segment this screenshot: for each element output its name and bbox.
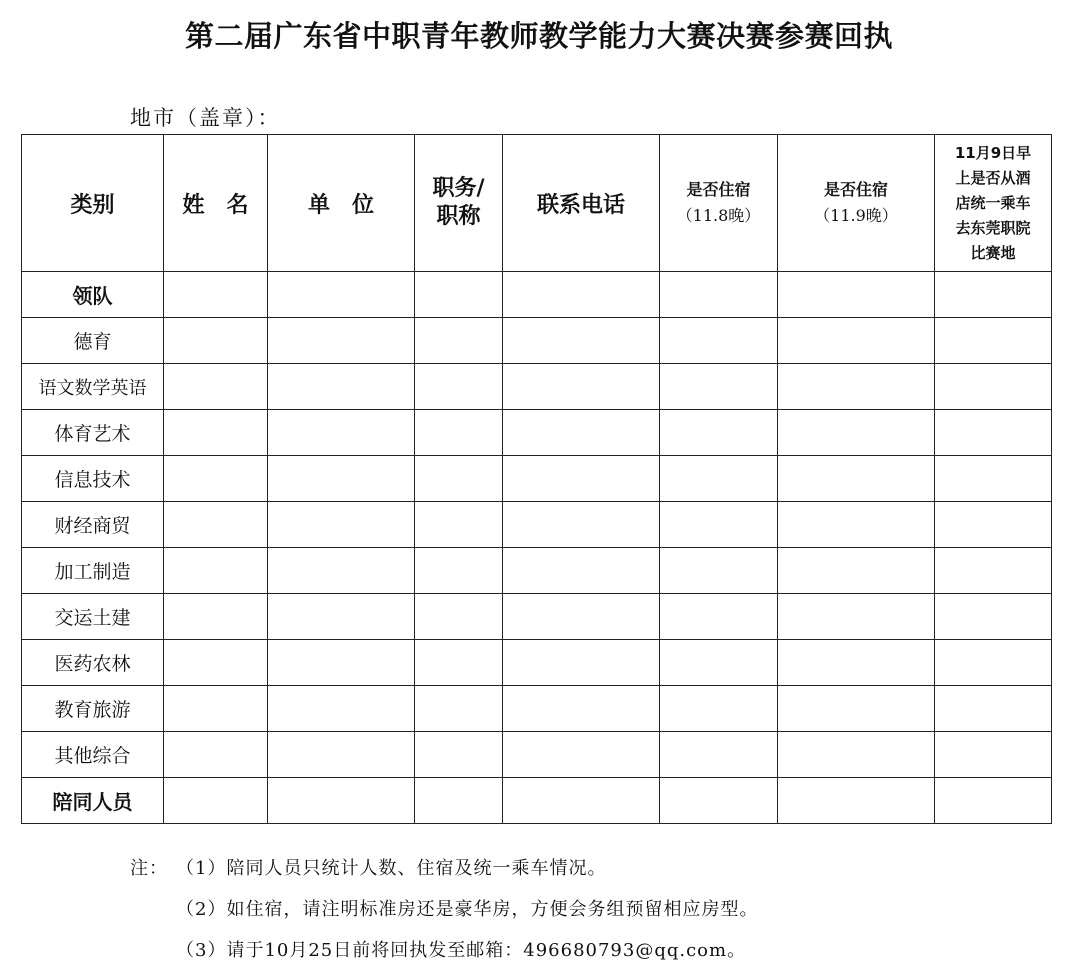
cell-stay-11-9[interactable] <box>778 410 935 456</box>
note-item: （3）请于10月25日前将回执发至邮箱：496680793@qq.com。 <box>176 940 747 961</box>
registration-table <box>21 134 1052 824</box>
cell-name[interactable] <box>164 594 268 640</box>
row-category-label: 交运土建 <box>22 594 164 640</box>
cell-bus[interactable] <box>935 548 1052 594</box>
row-category-label: 财经商贸 <box>22 502 164 548</box>
cell-stay-11-8[interactable] <box>660 548 778 594</box>
row-category-label: 陪同人员 <box>22 778 164 824</box>
cell-position[interactable] <box>415 640 503 686</box>
table-header-row <box>22 135 1052 272</box>
cell-position[interactable] <box>415 594 503 640</box>
cell-stay-11-8[interactable] <box>660 732 778 778</box>
cell-unit[interactable] <box>268 732 415 778</box>
cell-name[interactable] <box>164 548 268 594</box>
note-row <box>130 848 758 889</box>
header-bus-line5: 比赛地 <box>970 243 1016 262</box>
cell-phone[interactable] <box>503 732 660 778</box>
cell-phone[interactable] <box>503 502 660 548</box>
cell-phone[interactable] <box>503 456 660 502</box>
cell-phone[interactable] <box>503 594 660 640</box>
table-row <box>22 502 1052 548</box>
row-category-label: 领队 <box>22 272 164 318</box>
cell-unit[interactable] <box>268 318 415 364</box>
cell-stay-11-9[interactable] <box>778 686 935 732</box>
row-category-label: 语文数学英语 <box>22 364 164 410</box>
cell-stay-11-8[interactable] <box>660 456 778 502</box>
cell-bus[interactable] <box>935 502 1052 548</box>
table-row <box>22 778 1052 824</box>
header-stay-11-8 <box>660 135 778 272</box>
note-item: （1）陪同人员只统计人数、住宿及统一乘车情况。 <box>176 858 607 879</box>
cell-name[interactable] <box>164 502 268 548</box>
cell-unit[interactable] <box>268 594 415 640</box>
note-row <box>130 930 758 971</box>
row-category-label: 德育 <box>22 318 164 364</box>
cell-phone[interactable] <box>503 318 660 364</box>
cell-stay-11-9[interactable] <box>778 548 935 594</box>
cell-name[interactable] <box>164 410 268 456</box>
header-category: 类别 <box>22 135 164 272</box>
row-category-label: 其他综合 <box>22 732 164 778</box>
cell-stay-11-9[interactable] <box>778 456 935 502</box>
cell-name[interactable] <box>164 732 268 778</box>
cell-phone[interactable] <box>503 272 660 318</box>
cell-unit[interactable] <box>268 640 415 686</box>
table-row <box>22 640 1052 686</box>
cell-bus[interactable] <box>935 640 1052 686</box>
header-position <box>415 135 503 272</box>
cell-name[interactable] <box>164 686 268 732</box>
row-category-label: 教育旅游 <box>22 686 164 732</box>
cell-stay-11-9[interactable] <box>778 364 935 410</box>
notes-prefix: 注： <box>130 858 168 879</box>
cell-phone[interactable] <box>503 548 660 594</box>
table-row <box>22 548 1052 594</box>
note-item: （2）如住宿，请注明标准房还是豪华房，方便会务组预留相应房型。 <box>176 899 759 920</box>
cell-position[interactable] <box>415 272 503 318</box>
cell-phone[interactable] <box>503 410 660 456</box>
header-name: 姓 名 <box>164 135 268 272</box>
header-position-line2: 职称 <box>436 204 481 229</box>
cell-position[interactable] <box>415 686 503 732</box>
cell-bus[interactable] <box>935 318 1052 364</box>
header-stay-11-8-line1: 是否住宿 <box>686 180 751 199</box>
cell-stay-11-9[interactable] <box>778 594 935 640</box>
cell-position[interactable] <box>415 502 503 548</box>
cell-stay-11-8[interactable] <box>660 410 778 456</box>
header-bus-line3: 店统一乘车 <box>955 193 1031 212</box>
cell-stay-11-8[interactable] <box>660 364 778 410</box>
table-row <box>22 594 1052 640</box>
cell-position[interactable] <box>415 364 503 410</box>
cell-position[interactable] <box>415 410 503 456</box>
cell-bus[interactable] <box>935 778 1052 824</box>
table-row <box>22 456 1052 502</box>
cell-position[interactable] <box>415 456 503 502</box>
cell-bus[interactable] <box>935 364 1052 410</box>
cell-bus[interactable] <box>935 410 1052 456</box>
cell-unit[interactable] <box>268 410 415 456</box>
cell-bus[interactable] <box>935 686 1052 732</box>
cell-stay-11-8[interactable] <box>660 318 778 364</box>
cell-stay-11-8[interactable] <box>660 778 778 824</box>
header-bus-line2: 上是否从酒 <box>955 168 1031 187</box>
cell-unit[interactable] <box>268 778 415 824</box>
note-row <box>130 889 758 930</box>
cell-stay-11-9[interactable] <box>778 778 935 824</box>
row-category-label: 信息技术 <box>22 456 164 502</box>
table-row <box>22 732 1052 778</box>
cell-phone[interactable] <box>503 640 660 686</box>
cell-bus[interactable] <box>935 272 1052 318</box>
header-stay-11-9-line2: （11.9晚） <box>814 206 898 225</box>
header-stay-11-8-line2: （11.8晚） <box>676 206 761 225</box>
table-row <box>22 272 1052 318</box>
cell-name[interactable] <box>164 640 268 686</box>
header-stay-11-9 <box>778 135 935 272</box>
cell-phone[interactable] <box>503 778 660 824</box>
cell-stay-11-8[interactable] <box>660 640 778 686</box>
table-row <box>22 410 1052 456</box>
cell-stay-11-8[interactable] <box>660 686 778 732</box>
cell-unit[interactable] <box>268 686 415 732</box>
cell-phone[interactable] <box>503 364 660 410</box>
cell-stay-11-8[interactable] <box>660 594 778 640</box>
cell-position[interactable] <box>415 732 503 778</box>
cell-unit[interactable] <box>268 272 415 318</box>
city-stamp-label: 地市（盖章）： <box>130 106 281 130</box>
cell-phone[interactable] <box>503 686 660 732</box>
row-category-label: 体育艺术 <box>22 410 164 456</box>
header-phone: 联系电话 <box>503 135 660 272</box>
row-category-label: 加工制造 <box>22 548 164 594</box>
cell-name[interactable] <box>164 272 268 318</box>
cell-name[interactable] <box>164 318 268 364</box>
header-bus-line4: 去东莞职院 <box>955 218 1031 237</box>
table-row <box>22 364 1052 410</box>
cell-unit[interactable] <box>268 364 415 410</box>
cell-unit[interactable] <box>268 548 415 594</box>
notes-section <box>130 848 758 971</box>
cell-bus[interactable] <box>935 732 1052 778</box>
cell-name[interactable] <box>164 456 268 502</box>
cell-stay-11-9[interactable] <box>778 732 935 778</box>
row-category-label: 医药农林 <box>22 640 164 686</box>
cell-name[interactable] <box>164 364 268 410</box>
cell-unit[interactable] <box>268 502 415 548</box>
table-row <box>22 686 1052 732</box>
cell-position[interactable] <box>415 548 503 594</box>
cell-bus[interactable] <box>935 594 1052 640</box>
cell-stay-11-9[interactable] <box>778 640 935 686</box>
cell-position[interactable] <box>415 778 503 824</box>
cell-bus[interactable] <box>935 456 1052 502</box>
cell-stay-11-9[interactable] <box>778 318 935 364</box>
cell-stay-11-8[interactable] <box>660 272 778 318</box>
cell-name[interactable] <box>164 778 268 824</box>
header-bus <box>935 135 1052 272</box>
cell-position[interactable] <box>415 318 503 364</box>
document-title: 第二届广东省中职青年教师教学能力大赛决赛参赛回执 <box>184 19 893 53</box>
cell-stay-11-9[interactable] <box>778 502 935 548</box>
cell-stay-11-8[interactable] <box>660 502 778 548</box>
table-row <box>22 318 1052 364</box>
cell-unit[interactable] <box>268 456 415 502</box>
cell-stay-11-9[interactable] <box>778 272 935 318</box>
header-unit: 单 位 <box>268 135 415 272</box>
header-bus-line1: 11月9日早 <box>954 143 1032 162</box>
header-position-line1: 职务/ <box>432 176 485 201</box>
header-stay-11-9-line1: 是否住宿 <box>823 180 888 199</box>
